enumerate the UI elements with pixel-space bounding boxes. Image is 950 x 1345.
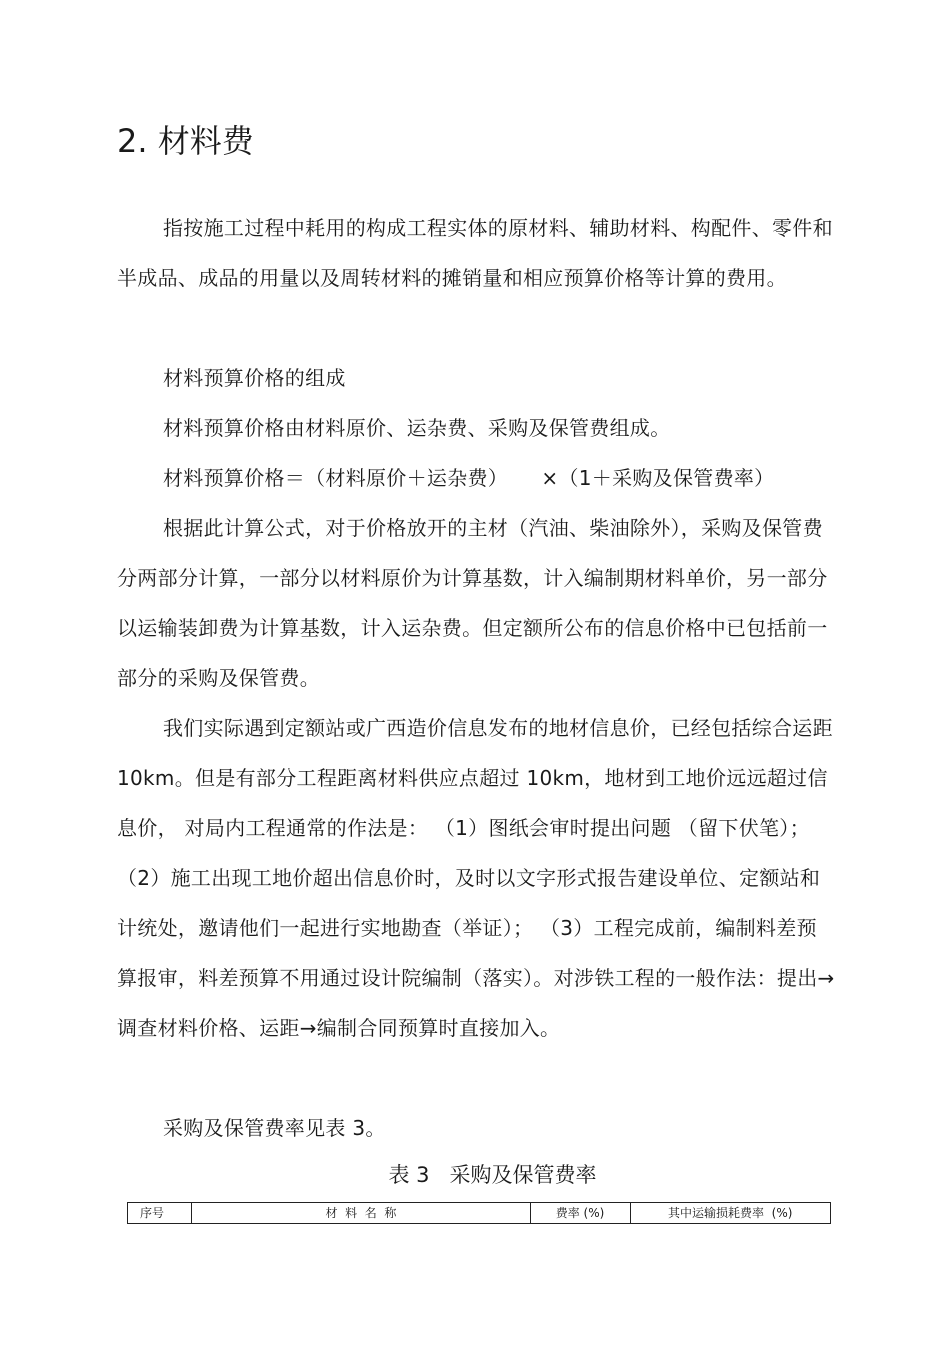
column-header-material-name: 材 料 名 称 [192,1203,530,1224]
paragraph-table-reference: 采购及保管费率见表 3。 [163,1116,386,1140]
table-title: 表 3 采购及保管费率 [388,1163,597,1187]
procurement-rate-table [127,1202,831,1224]
table-header-row [128,1203,831,1224]
paragraph-practical-approach: 我们实际遇到定额站或广西造价信息发布的地材信息价，已经包括综合运距 10km。但是有部分工程距离材料供应点超过 10km，地材到工地价远远超过信息价， 对局内工程通常的作法是： （1）图纸会审时提出问题 （留下伏笔）；（2）施工出现工地价超出信息价时，及时以文字形式报告建设单位、定额站和计统处，邀请他们一起进行实地勘查（举证）； （3）工程完成前，编制料差预算报审，料差预算不用通过设计院编制（落实）。对涉铁工程的一般作法：提出→调查材料价格、运距→编制合同预算时直接加入。 [117,716,835,1040]
column-header-index: 序号 [128,1203,192,1224]
paragraph-budget-price-composition: 材料预算价格的组成 [163,366,346,390]
paragraph-material-cost-definition: 指按施工过程中耗用的构成工程实体的原材料、辅助材料、构配件、零件和半成品、成品的用量以及周转材料的摊销量和相应预算价格等计算的费用。 [117,216,833,290]
paragraph-budget-price-formula: 材料预算价格＝（材料原价＋运杂费） ×（1＋采购及保管费率） [163,466,775,490]
column-header-transport-loss-rate: 其中运输损耗费率 (%) [630,1203,830,1224]
paragraph-budget-price-components: 材料预算价格由材料原价、运杂费、采购及保管费组成。 [163,416,671,440]
paragraph-calculation-explanation: 根据此计算公式，对于价格放开的主材（汽油、柴油除外），采购及保管费分两部分计算，一部分以材料原价为计算基数，计入编制期材料单价，另一部分以运输装卸费为计算基数，计入运杂费。但定额所公布的信息价格中已包括前一部分的采购及保管费。 [117,516,828,690]
column-header-rate: 费率 (%) [530,1203,630,1224]
section-heading: 2. 材料费 [117,122,254,160]
